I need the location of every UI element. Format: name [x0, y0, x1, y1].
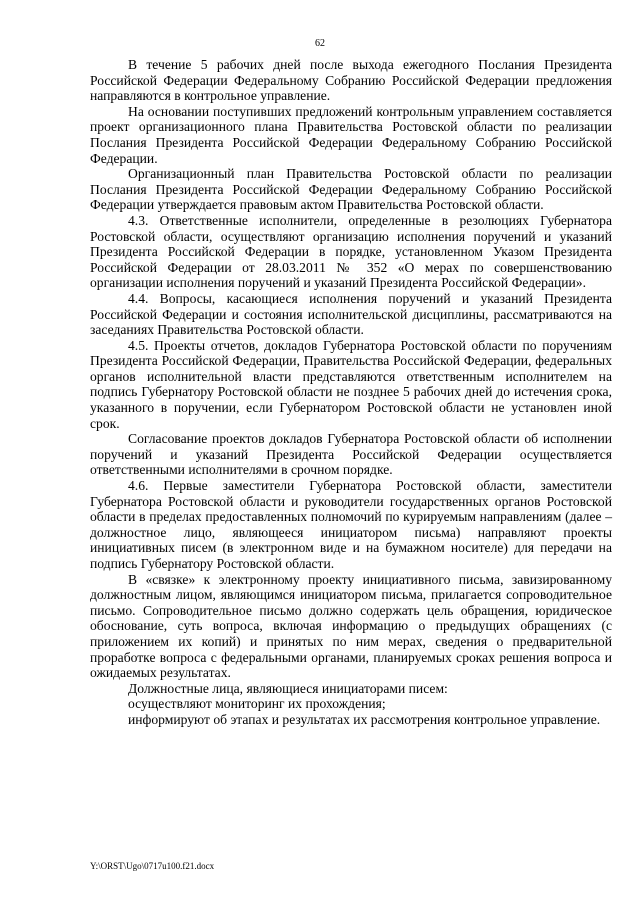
paragraph-2: На основании поступивших предложений контрольным управлением составляется проект организационного плана Правительства Ростовской области по реализации Послания Президента Российской Федерации Федеральному Собранию Российской Федерации.: [90, 103, 612, 166]
document-body: [90, 57, 612, 728]
paragraph-1: В течение 5 рабочих дней после выхода ежегодного Послания Президента Российской Федерации Федеральному Собранию Российской Федерации предложения направляются в контрольное управление.: [90, 57, 612, 104]
paragraph-cover-letter: В «связке» к электронному проекту инициативного письма, завизированному должностным лицом, являющимся инициатором письма, прилагается сопроводительное письмо. Сопроводительное письмо должно содержать цель обращения, юридическое обоснование, суть вопроса, включая информацию о предыдущих обращениях (с приложением их копий) и принятых по ним мерах, сведения о предварительной проработке вопроса с федеральными органами, планируемых сроках решения вопроса и ожидаемых результатах.: [90, 571, 612, 681]
footer-file-path: Y:\ORST\Ugo\0717u100.f21.docx: [90, 861, 215, 871]
paragraph-4-5: 4.5. Проекты отчетов, докладов Губернатора Ростовской области по поручениям Президента Российской Федерации, Правительства Российской Федерации, федеральных органов исполнительной власти представляются ответственным исполнителем на подпись Губернатору Ростовской области не позднее 5 рабочих дней до истечения срока, указанного в поручении, если Губернатором Ростовской области не установлен иной срок.: [90, 337, 612, 431]
paragraph-approval: Согласование проектов докладов Губернатора Ростовской области об исполнении поручений и указаний Президента Российской Федерации осуществляется ответственными исполнителями в срочном порядке.: [90, 431, 612, 478]
paragraph-officials: Должностные лица, являющиеся инициаторами писем:: [128, 680, 448, 696]
paragraph-4-6: 4.6. Первые заместители Губернатора Ростовской области, заместители Губернатора Ростовской области и руководители государственных органов Ростовской области в пределах предоставленных полномочий по курируемым направлениям (далее – должностное лицо, являющееся инициатором письма) направляют проекты инициативных писем (в электронном виде и на бумажном носителе) для передачи на подпись Губернатору Ростовской области.: [90, 478, 612, 571]
paragraph-informing: информируют об этапах и результатах их рассмотрения контрольное управление.: [128, 711, 601, 727]
page-number: 62: [315, 38, 325, 49]
paragraph-4-3: 4.3. Ответственные исполнители, определенные в резолюциях Губернатора Ростовской области, осуществляют организацию исполнения поручений и указаний Президента Российской Федерации в порядке, установленном Указом Президента Российской Федерации от 28.03.2011 № 352 «О мерах по совершенствованию организации исполнения поручений и указаний Президента Российской Федерации».: [90, 212, 612, 291]
paragraph-monitoring: осуществляют мониторинг их прохождения;: [128, 696, 386, 712]
paragraph-3: Организационный план Правительства Ростовской области по реализации Послания Президента Российской Федерации Федеральному Собранию Российской Федерации утверждается правовым актом Правительства Ростовской области.: [90, 166, 612, 213]
paragraph-4-4: 4.4. Вопросы, касающиеся исполнения поручений и указаний Президента Российской Федерации и состояния исполнительской дисциплины, рассматриваются на заседаниях Правительства Ростовской области.: [90, 290, 612, 338]
